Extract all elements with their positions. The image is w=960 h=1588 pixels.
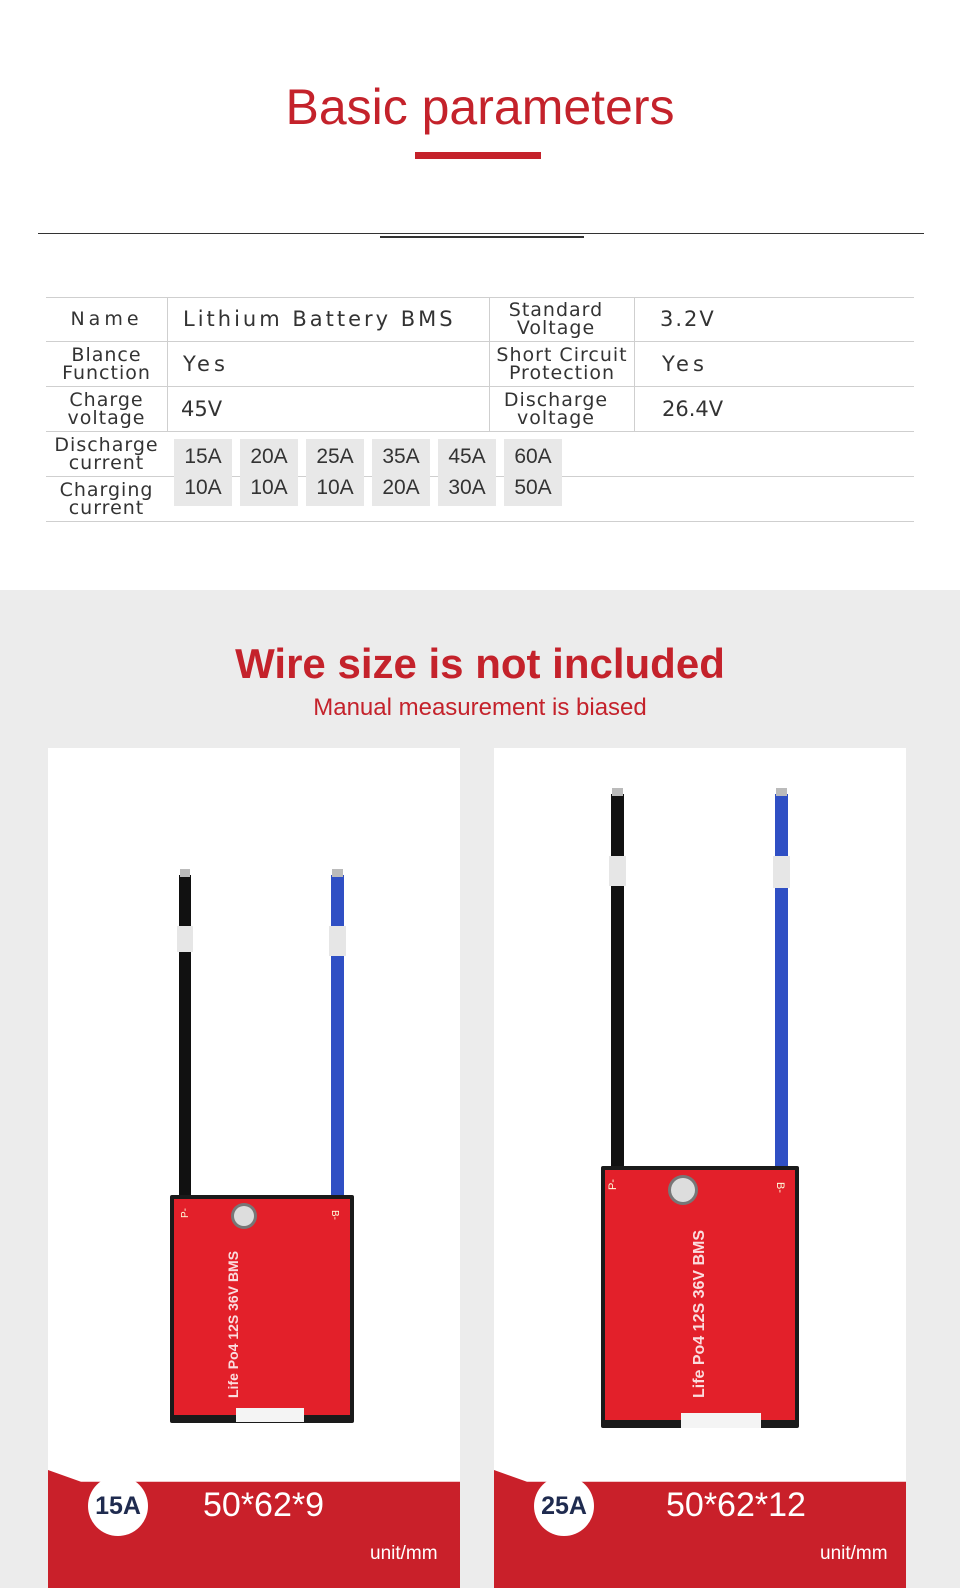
discharge-current-chip: 35A xyxy=(372,439,430,475)
product-card-25a xyxy=(494,748,906,1588)
discharge-current-chip: 25A xyxy=(306,439,364,475)
param-label-standard-voltage: Standard Voltage xyxy=(508,299,604,339)
charging-current-chip: 10A xyxy=(306,470,364,506)
param-value-short-circuit: Yes xyxy=(662,351,708,376)
wire-size-section xyxy=(0,590,960,1588)
param-label-charge-voltage: Charge voltage xyxy=(67,388,146,429)
discharge-current-chip: 15A xyxy=(174,439,232,475)
unit-label: unit/mm xyxy=(370,1543,438,1564)
wire-size-title: Wire size is not included xyxy=(235,640,725,687)
discharge-current-label: Discharge current xyxy=(54,433,159,474)
param-value-standard-voltage: 3.2V xyxy=(660,307,716,331)
param-value-balance: Yes xyxy=(183,351,229,376)
charging-current-chip: 10A xyxy=(174,470,232,506)
charging-current-chip: 20A xyxy=(372,470,430,506)
dimension-text: 50*62*9 xyxy=(203,1486,325,1524)
param-value-discharge-voltage: 26.4V xyxy=(662,396,724,421)
current-badge: 25A xyxy=(534,1476,594,1536)
board-p-label: P- xyxy=(607,1179,619,1190)
charging-current-chip: 10A xyxy=(240,470,298,506)
board-p-label: P- xyxy=(180,1208,191,1218)
param-label-short-circuit: Short Circuit Protection xyxy=(496,343,628,384)
charging-current-chip: 50A xyxy=(504,470,562,506)
board-b-label: B- xyxy=(329,1210,340,1220)
board-print-text: Life Po4 12S 36V BMS xyxy=(691,1229,708,1398)
discharge-current-chip: 60A xyxy=(504,439,562,475)
param-value-charge-voltage: 45V xyxy=(181,396,223,421)
current-badge: 15A xyxy=(88,1476,148,1536)
board-print-text: Life Po4 12S 36V BMS xyxy=(225,1250,241,1398)
param-value-name: Lithium Battery BMS xyxy=(183,307,456,331)
title-underline xyxy=(415,152,541,159)
basic-parameters-section xyxy=(0,0,960,588)
product-card-15a xyxy=(48,748,460,1588)
bms-board-image-25a xyxy=(494,748,906,1448)
charging-current-label: Charging current xyxy=(59,478,154,519)
board-b-label: B- xyxy=(774,1182,786,1193)
unit-label: unit/mm xyxy=(820,1543,888,1564)
param-label-discharge-voltage: Discharge voltage xyxy=(503,388,609,429)
discharge-current-chip: 20A xyxy=(240,439,298,475)
divider-line xyxy=(38,233,924,234)
divider-accent xyxy=(380,236,584,238)
dimension-text: 50*62*12 xyxy=(666,1486,806,1524)
wire-size-subtitle: Manual measurement is biased xyxy=(313,694,647,721)
bms-board-image-15a xyxy=(48,748,460,1448)
discharge-current-chip: 45A xyxy=(438,439,496,475)
param-label-balance: Blance Function xyxy=(62,343,151,384)
charging-current-chip: 30A xyxy=(438,470,496,506)
param-label-name: Name xyxy=(70,308,143,330)
section-title: Basic parameters xyxy=(285,79,675,135)
